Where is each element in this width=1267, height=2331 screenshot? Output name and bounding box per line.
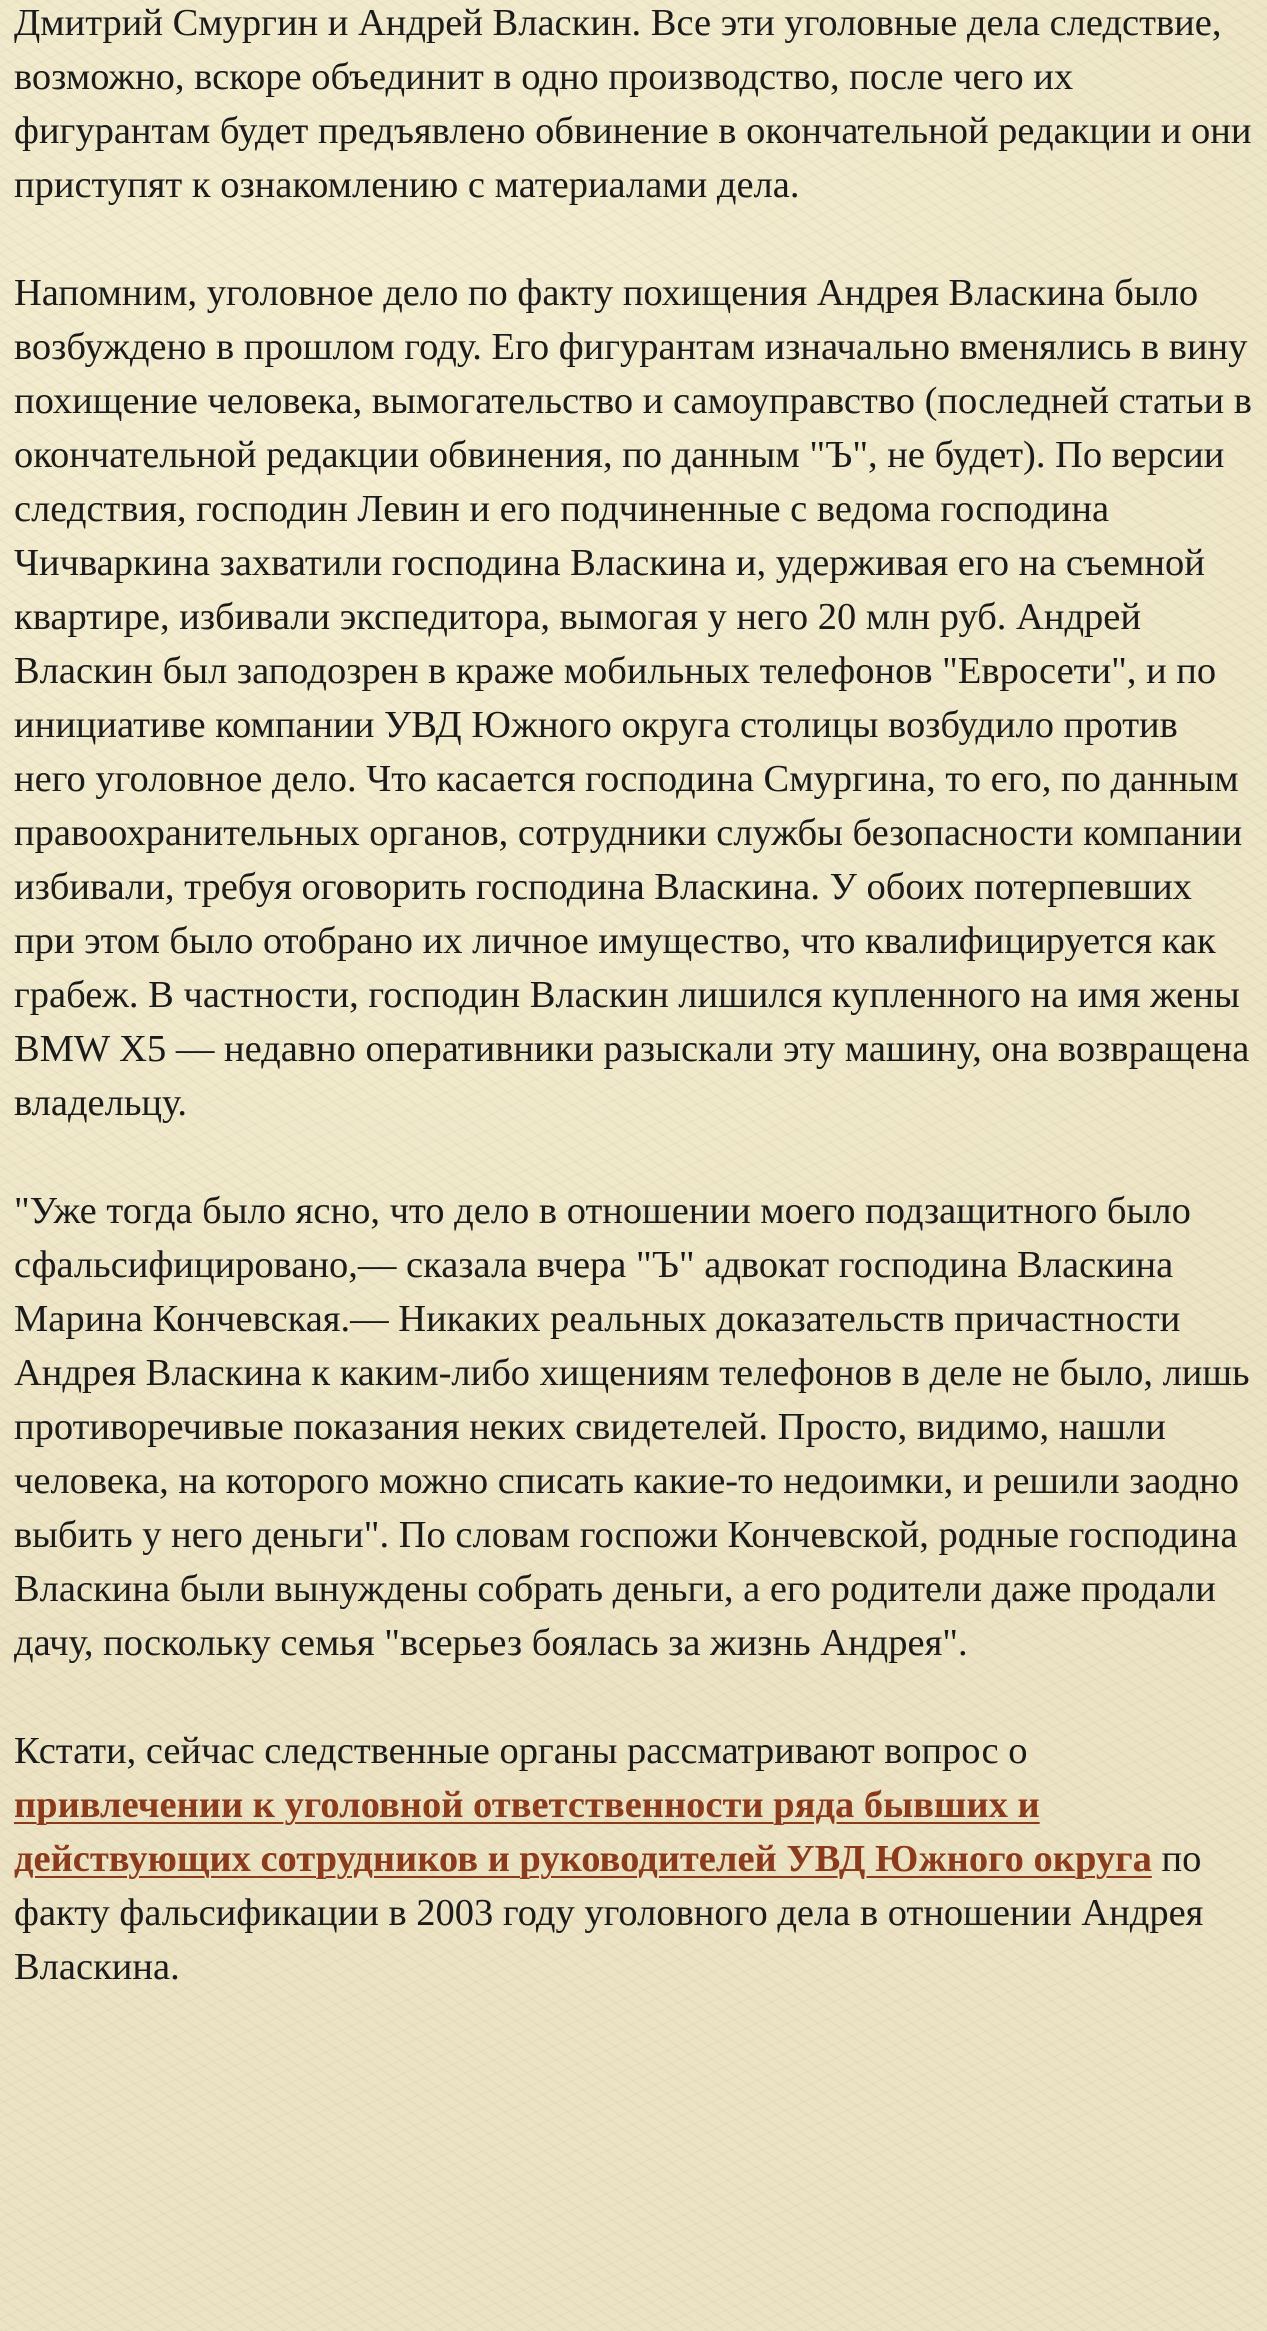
article-paragraph: Дмитрий Смургин и Андрей Власкин. Все эти уголовные дела следствие, возможно, вскоре объединит в одно производство, после чего их фигурантам будет предъявлено обвинение в окончательной редакции и они приступят к ознакомлению с материалами дела. [14, 2, 1252, 206]
article-paragraph: Напомним, уголовное дело по факту похищения Андрея Власкина было возбуждено в прошлом году. Его фигурантам изначально вменялись в вину похищение человека, вымогательство и самоуправство (последней статьи в окончательной редакции обвинения, по данным "Ъ", не будет). По версии следствия, господин Левин и его подчиненные с ведома господина Чичваркина захватили господина Власкина и, удерживая его на съемной квартире, избивали экспедитора, вымогая у него 20 млн руб. Андрей Власкин был заподозрен в краже мобильных телефонов "Евросети", и по инициативе компании УВД Южного округа столицы возбудило против него уголовное дело. Что касается господина Смургина, то его, по данным правоохранительных органов, сотрудники службы безопасности компании избивали, требуя оговорить господина Власкина. У обоих потерпевших при этом было отобрано их личное имущество, что квалифицируется как грабеж. В частности, господин Власкин лишился купленного на имя жены BMW X5 — недавно оперативники разыскали эту машину, она возвращена владельцу. [14, 272, 1252, 1124]
article-paragraph: "Уже тогда было ясно, что дело в отношении моего подзащитного было сфальсифицировано,— сказала вчера "Ъ" адвокат господина Власкина Марина Кончевская.— Никаких реальных доказательств причастности Андрея Власкина к каким-либо хищениям телефонов в деле не было, лишь противоречивые показания неких свидетелей. Просто, видимо, нашли человека, на которого можно списать какие-то недоимки, и решили заодно выбить у него деньги". По словам госпожи Кончевской, родные господина Власкина были вынуждены собрать деньги, а его родители даже продали дачу, поскольку семья "всерьез боялась за жизнь Андрея". [14, 1190, 1250, 1664]
prosecution-article-link[interactable]: привлечении к уголовной ответственности ряда бывших и действующих сотрудников и руководителей УВД Южного округа [14, 1784, 1152, 1880]
article-body [14, 0, 1259, 1994]
paragraph-text-after-link: по факту фальсификации в 2003 году уголовного дела в отношении Андрея Власкина. [14, 1838, 1204, 1988]
article-paragraph-with-link [14, 1724, 1259, 1994]
paragraph-text-before-link: Кстати, сейчас следственные органы рассматривают вопрос о [14, 1730, 1028, 1772]
